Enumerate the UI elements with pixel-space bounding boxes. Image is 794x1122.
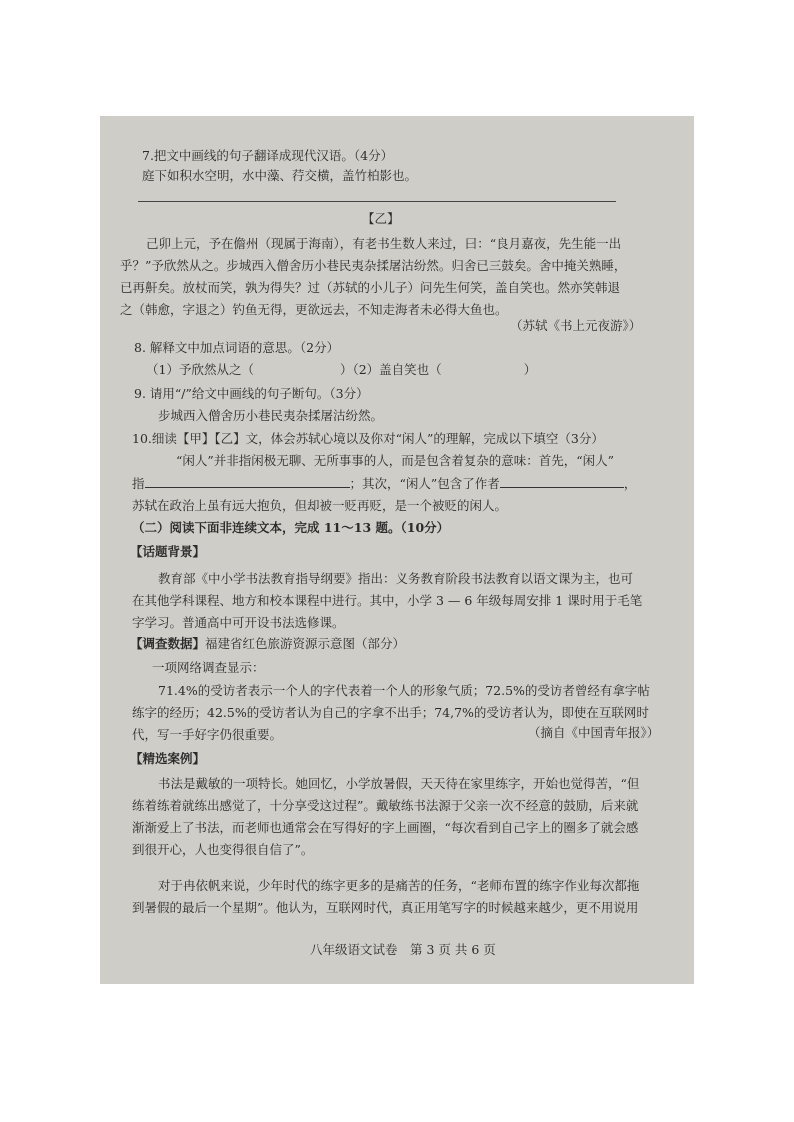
- q10-line-3: 苏轼在政治上虽有远大抱负，但却被一贬再贬，是一个被贬的闲人。: [132, 498, 508, 513]
- q9-sentence: 步城西入僧舍历小巷民夷杂揉屠沽纷然。: [158, 408, 384, 423]
- cases-tag: 【精选案例】: [130, 751, 206, 766]
- cases-line-5: 对于冉依帆来说，少年时代的练字更多的是痛苦的任务，“老师布置的练字作业每次都拖: [158, 878, 640, 893]
- q10-line-2b: ；其次，“闲人”包含了作者: [349, 476, 500, 491]
- survey-header: [130, 636, 405, 652]
- yi-heading: 【乙】: [362, 211, 400, 226]
- survey-line-3: 代，写一手好字仍很重要。: [132, 727, 283, 742]
- q9-prompt: 9. 请用“/”给文中画线的句子断句。（3分）: [134, 386, 369, 401]
- cases-line-3: 渐渐爱上了书法，而老师也通常会在写得好的字上画圈，“每次看到自己字上的圈多了就会感: [132, 820, 639, 835]
- answer-line: [138, 201, 616, 202]
- survey-line-1: 71.4%的受访者表示一个人的字代表着一个人的形象气质；72.5%的受访者曾经有拿字帖: [158, 683, 650, 698]
- background-line-1: 教育部《中小学书法教育指导纲要》指出：义务教育阶段书法教育以语文课为主，也可: [158, 571, 634, 586]
- q10-prompt: 10.细读【甲】【乙】文，体会苏轼心境以及你对“闲人”的理解，完成以下填空（3分）: [132, 431, 604, 446]
- survey-source: （摘自《中国青年报》）: [528, 725, 660, 740]
- q10-line-2c: ，: [623, 476, 637, 491]
- survey-tag: 【调查数据】: [130, 636, 206, 651]
- yi-source: （苏轼《书上元夜游》）: [510, 318, 642, 333]
- q8-item-1: （1）予欣然从之（: [146, 362, 254, 377]
- q7-sentence: 庭下如积水空明，水中藻、荇交横，盖竹柏影也。: [142, 168, 418, 183]
- cases-line-2: 练着练着就练出感觉了，十分享受这过程”。戴敏练书法源于父亲一次不经意的鼓励，后来就: [132, 798, 639, 813]
- q8-item-2: ）（2）盖自笑也（: [339, 362, 442, 377]
- cases-line-1: 书法是戴敏的一项特长。她回忆，小学放暑假，天天待在家里练字，开始也觉得苦，“但: [158, 776, 640, 791]
- fill-blank-2[interactable]: [500, 487, 624, 488]
- q10-line-1: “闲人”并非指闲极无聊、无所事事的人，而是包含着复杂的意味：首先，“闲人”: [176, 453, 615, 468]
- q8-item-3: ）: [523, 362, 537, 377]
- page-footer: 八年级语文试卷 第 3 页 共 6 页: [310, 942, 496, 957]
- exam-page-photo: [100, 116, 694, 984]
- survey-intro: 一项网络调查显示：: [152, 660, 265, 675]
- background-line-3: 字学习。普通高中可开设书法选修课。: [132, 615, 345, 630]
- survey-tag-rest: 福建省红色旅游资源示意图（部分）: [205, 636, 406, 651]
- yi-line-4: 之（韩愈，字退之）钓鱼无得，更欲远去，不知走海者未必得大鱼也。: [120, 302, 508, 317]
- cases-line-4: 到很开心，人也变得很自信了”。: [132, 842, 314, 857]
- yi-line-1: 己卯上元，予在儋州（现属于海南），有老书生数人来过，曰：“良月嘉夜，先生能一出: [146, 236, 622, 251]
- yi-line-2: 乎？”予欣然从之。步城西入僧舍历小巷民夷杂揉屠沽纷然。归舍已三鼓矣。舍中掩关熟睡，: [120, 258, 627, 273]
- q8-items: [146, 362, 536, 378]
- q7-prompt: 7.把文中画线的句子翻译成现代汉语。（4分）: [142, 148, 394, 163]
- q8-prompt: 8. 解释文中加点词语的意思。（2分）: [134, 340, 340, 355]
- part2-heading: （二）阅读下面非连续文本，完成 11～13 题。（10分）: [132, 520, 450, 535]
- survey-line-2: 练字的经历；42.5%的受访者认为自己的字拿不出手；74,7%的受访者认为，即使在互联网时: [132, 705, 649, 720]
- q10-line-2a: 指: [132, 476, 145, 491]
- yi-line-3: 已再鼾矣。放杖而笑，孰为得失？过（苏轼的小儿子）问先生何笑，盖自笑也。然亦笑韩退: [120, 280, 621, 295]
- background-line-2: 在其他学科课程、地方和校本课程中进行。其中，小学 3 — 6 年级每周安排 1 课时用于毛笔: [132, 593, 643, 608]
- cases-line-6: 到暑假的最后一个星期”。他认为，互联网时代，真正用笔写字的时候越来越少，更不用说用: [132, 900, 639, 915]
- background-tag: 【话题背景】: [130, 544, 206, 559]
- fill-blank-1[interactable]: [145, 487, 350, 488]
- q10-line-2: [132, 476, 636, 492]
